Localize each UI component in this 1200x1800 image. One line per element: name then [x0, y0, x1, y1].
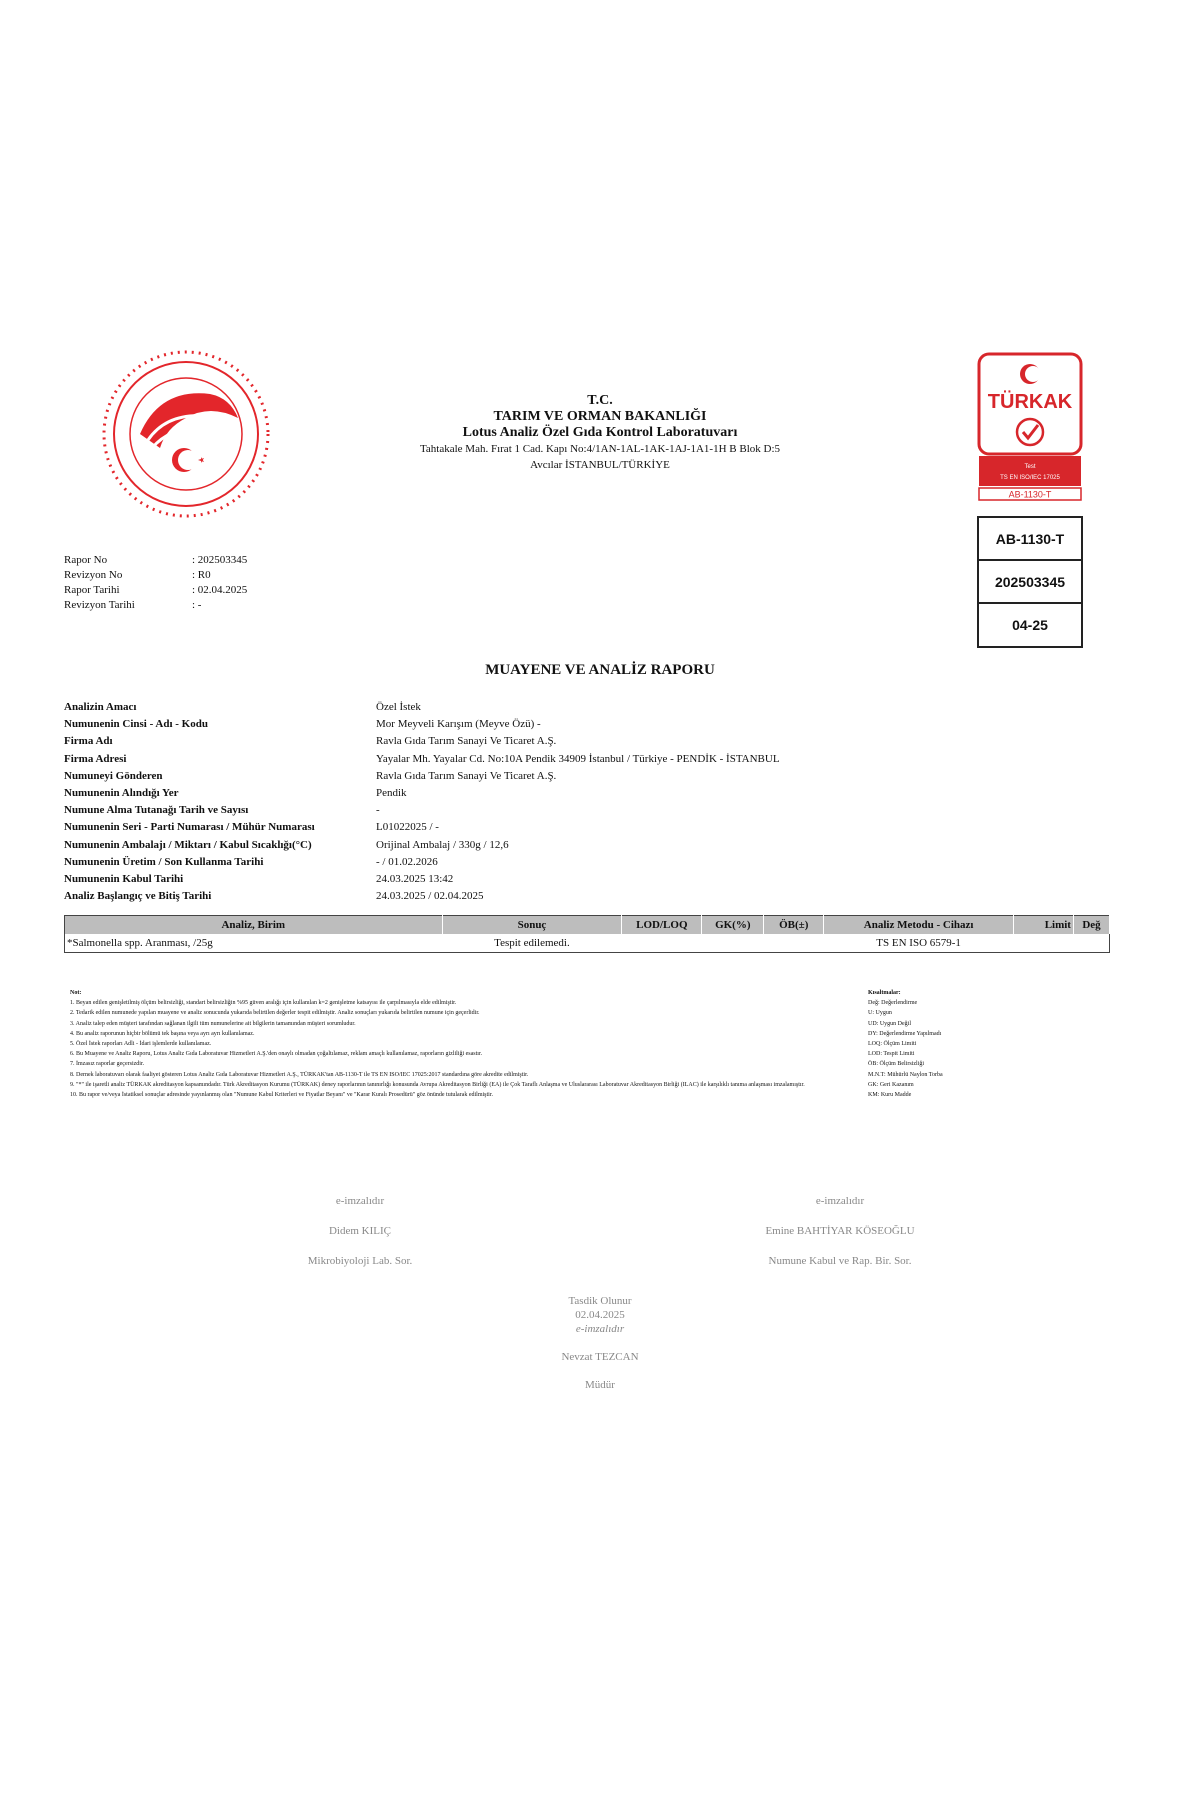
detail-value: - / 01.02.2026	[376, 855, 438, 868]
report-info-label: Rapor No	[64, 554, 108, 566]
report-info-label: Revizyon Tarihi	[64, 599, 135, 611]
e-signature-text: e-imzalıdır	[575, 1323, 625, 1335]
notes-heading: Not:	[70, 990, 82, 996]
signature-left	[200, 1186, 520, 1276]
lab-header	[350, 393, 850, 473]
abbreviations-section	[868, 988, 1068, 1100]
svg-text:TÜRKAK: TÜRKAK	[987, 391, 1073, 413]
report-info-row	[64, 553, 247, 568]
abbreviation-item: M.N.T: Mühürlü Naylon Torba	[868, 1071, 943, 1078]
detail-label: Numunenin Seri - Parti Numarası / Mühür Numarası	[64, 821, 315, 834]
report-date-code: 04-25	[1012, 617, 1048, 633]
detail-label: Numunenin Ambalajı / Miktarı / Kabul Sıcaklığı(°C)	[64, 838, 312, 851]
detail-row	[64, 699, 896, 716]
note-item: 10. Bu rapor ve/veya İstatiksel sonuçlar adresinde yayınlanmış olan "Numune Kabul Kriterleri ve Fiyatlar Beyanı" ve "Karar Kuralı Prosedürü" göz önünde tutularak edilmiştir.	[70, 1092, 494, 1099]
table-cell	[622, 934, 702, 953]
column-header: Analiz Metodu - Cihazı	[824, 916, 1014, 935]
lab-address-line1: Tahtakale Mah. Fırat 1 Cad. Kapı No:4/1AN-1AL-1AK-1AJ-1A1-1H B Blok D:5	[419, 443, 781, 455]
detail-value: Ravla Gıda Tarım Sanayi Ve Ticaret A.Ş.	[376, 735, 557, 748]
report-info-value: : R0	[192, 569, 211, 581]
detail-label: Analizin Amacı	[64, 701, 137, 713]
report-info-label: Rapor Tarihi	[64, 584, 120, 596]
abbreviation-item: ÖB: Ölçüm Belirsizliği	[868, 1061, 924, 1068]
lab-name: Lotus Analiz Özel Gıda Kontrol Laboratuvarı	[462, 425, 738, 440]
column-header: ÖB(±)	[764, 916, 824, 935]
accreditation-code-box	[977, 516, 1083, 648]
detail-value: Özel İstek	[376, 701, 421, 713]
detail-value: Pendik	[376, 787, 407, 800]
table-cell	[764, 934, 824, 953]
detail-label: Numunenin Kabul Tarihi	[64, 873, 184, 886]
detail-value: Ravla Gıda Tarım Sanayi Ve Ticaret A.Ş.	[376, 769, 557, 782]
report-info-label: Revizyon No	[64, 569, 123, 581]
detail-label: Analiz Başlangıç ve Bitiş Tarihi	[64, 890, 212, 903]
detail-value: -	[376, 804, 380, 817]
report-info	[64, 553, 247, 613]
detail-label: Firma Adresi	[64, 752, 127, 765]
note-item: 6. Bu Muayene ve Analiz Raporu, Lotus Analiz Gıda Laboratuvar Hizmetleri A.Ş.'den onaylı olmadan çoğaltılamaz, reklam amaçlı kullanılamaz, raporların gizliliği esastır.	[70, 1051, 483, 1058]
signer-name: Emine BAHTİYAR KÖSEOĞLU	[765, 1225, 915, 1237]
detail-row	[64, 854, 896, 871]
abbreviation-item: DY: Değerlendirme Yapılmadı	[868, 1030, 942, 1037]
e-signature-text: e-imzalıdır	[335, 1195, 385, 1207]
note-item: 8. Dernek laboratuvarı olarak faaliyet gösteren Lotus Analiz Gıda Laboratuvar Hizmetleri A.Ş., TÜRKAK'tan AB-1130-T ile TS EN ISO/IEC 17025:2017 standardına göre akredite edilmiştir.	[70, 1071, 529, 1078]
signature-approval	[450, 1294, 750, 1392]
report-info-value: : 02.04.2025	[192, 584, 248, 596]
lab-address-line2: Avcılar İSTANBUL/TÜRKİYE	[530, 459, 670, 471]
report-info-row	[64, 583, 247, 598]
detail-row	[64, 716, 896, 733]
note-item: 9. "*" ile işaretli analiz TÜRKAK akreditasyon kapsamındadır. Türk Akreditasyon Kurumu (TÜRKAK) deney raporlarının tanınırlığı konusunda Avrupa Akreditasyon Birliği (EA) ile Çok Taraflı Anlaşma ve Uluslararası Laboratuvar Akreditasyon Birliği (ILAC) ile karşılıklı tanıma anlaşması imzalamıştır.	[70, 1081, 805, 1088]
turkak-code-text: AB-1130-T	[1008, 489, 1052, 500]
note-item: 1. Beyan edilen genişletilmiş ölçüm belirsizliği, standart belirsizliğin %95 güven aralığı için kullanılan k=2 genişletme katsayısı ile çarpılmasıyla elde edilmiştir.	[70, 1000, 457, 1007]
abbreviation-item: U: Uygun	[868, 1010, 892, 1017]
detail-value: L01022025 / -	[376, 821, 439, 834]
note-item: 7. İmzasız raporlar geçersizdir.	[70, 1061, 145, 1068]
detail-row	[64, 819, 896, 836]
detail-row	[64, 768, 896, 785]
column-header: Sonuç	[442, 916, 622, 935]
analysis-results-table	[64, 915, 1110, 953]
accreditation-code: AB-1130-T	[979, 518, 1081, 561]
table-cell	[1014, 934, 1074, 953]
report-info-value: : -	[192, 599, 202, 611]
approval-date: 02.04.2025	[575, 1309, 625, 1321]
detail-value: 24.03.2025 13:42	[376, 873, 454, 886]
abbreviation-item: GK: Geri Kazanım	[868, 1081, 914, 1088]
column-header: GK(%)	[702, 916, 764, 935]
notes-section	[70, 988, 850, 1100]
report-info-value: : 202503345	[192, 554, 248, 566]
signer-title: Numune Kabul ve Rap. Bir. Sor.	[768, 1255, 912, 1267]
country-abbr: T.C.	[587, 393, 613, 408]
ministry-name: TARIM VE ORMAN BAKANLIĞI	[493, 409, 707, 424]
report-title: MUAYENE VE ANALİZ RAPORU	[485, 662, 715, 678]
detail-value: 24.03.2025 / 02.04.2025	[376, 890, 484, 903]
signer-name: Nevzat TEZCAN	[561, 1351, 639, 1363]
note-item: 4. Bu analiz raporunun hiçbir bölümü tek başına veya ayrı ayrı kullanılamaz.	[70, 1030, 255, 1037]
turkak-accreditation-logo	[977, 352, 1083, 502]
note-item: 2. Tedarik edilen numunede yapılan muayene ve analiz sonucunda yukarıda belirtilen değerler tespit edilmiştir. Analiz sonuçları yukarıda belirtilen numune için geçerlidir.	[70, 1010, 480, 1017]
table-cell	[1073, 934, 1109, 953]
report-info-row	[64, 568, 247, 583]
column-header: Limit	[1014, 916, 1074, 935]
sample-details	[64, 699, 896, 905]
table-cell: TS EN ISO 6579-1	[824, 934, 1014, 953]
detail-row	[64, 837, 896, 854]
table-cell: *Salmonella spp. Aranması, /25g	[65, 934, 443, 953]
detail-value: Yayalar Mh. Yayalar Cd. No:10A Pendik 34909 İstanbul / Türkiye - PENDİK - İSTANBUL	[376, 752, 780, 765]
abbreviation-item: UD: Uygun Değil	[868, 1020, 911, 1027]
column-header: LOD/LOQ	[622, 916, 702, 935]
signer-title: Müdür	[585, 1379, 615, 1391]
signer-title: Mikrobiyoloji Lab. Sor.	[307, 1255, 413, 1267]
report-info-row	[64, 598, 247, 613]
note-item: 3. Analiz talep eden müşteri tarafından sağlanan ilgili tüm numunelerine ait bilgilerin tamamından müşteri sorumludur.	[70, 1020, 356, 1027]
table-cell: Tespit edilemedi.	[442, 934, 622, 953]
table-header-row	[65, 916, 1110, 935]
abbreviation-item: LOD: Tespit Limiti	[868, 1051, 915, 1058]
detail-label: Numune Alma Tutanağı Tarih ve Sayısı	[64, 804, 249, 817]
detail-row	[64, 888, 896, 905]
detail-row	[64, 751, 896, 768]
signature-right	[680, 1186, 1000, 1276]
abbreviation-item: Değ: Değerlendirme	[868, 1000, 918, 1007]
detail-row	[64, 785, 896, 802]
abbreviation-item: LOQ: Ölçüm Limiti	[868, 1041, 917, 1048]
detail-value: Mor Meyveli Karışım (Meyve Özü) -	[376, 718, 541, 731]
note-item: 5. Özel İstek raporları Adli - İdari işlemlerde kullanılamaz.	[70, 1041, 212, 1048]
report-number-code: 202503345	[979, 561, 1081, 604]
approval-text: Tasdik Olunur	[568, 1295, 632, 1307]
column-header: Analiz, Birim	[65, 916, 443, 935]
abbreviation-item: KM: Kuru Madde	[868, 1092, 912, 1099]
detail-row	[64, 802, 896, 819]
detail-label: Numunenin Üretim / Son Kullanma Tarihi	[64, 855, 264, 868]
detail-value: Orijinal Ambalaj / 330g / 12,6	[376, 838, 509, 851]
detail-row	[64, 733, 896, 750]
turkak-test-text: Test	[1024, 464, 1036, 470]
detail-label: Firma Adı	[64, 735, 113, 748]
abbreviations-heading: Kısaltmalar:	[868, 990, 901, 996]
detail-label: Numunenin Cinsi - Adı - Kodu	[64, 718, 208, 731]
turkak-standard-text: TS EN ISO/IEC 17025	[1000, 475, 1060, 481]
ministry-emblem	[100, 348, 272, 520]
detail-label: Numuneyi Gönderen	[64, 769, 163, 782]
detail-row	[64, 871, 896, 888]
e-signature-text: e-imzalıdır	[815, 1195, 865, 1207]
table-row	[65, 934, 1110, 953]
column-header: Değ	[1073, 916, 1109, 935]
signer-name: Didem KILIÇ	[328, 1225, 391, 1237]
table-cell	[702, 934, 764, 953]
detail-label: Numunenin Alındığı Yer	[64, 787, 179, 800]
